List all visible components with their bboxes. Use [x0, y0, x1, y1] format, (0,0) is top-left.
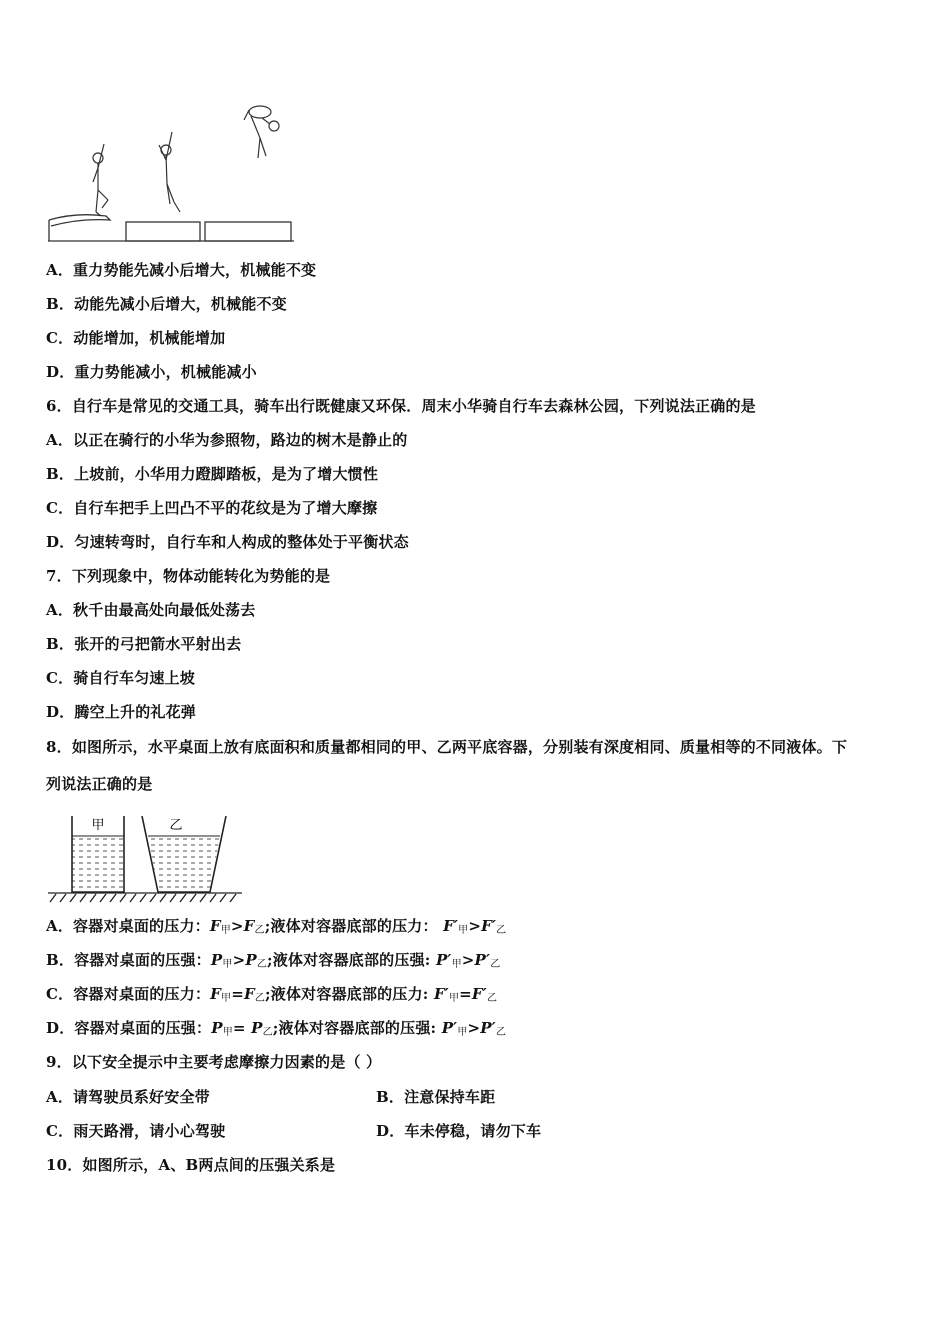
- diver-jump-icon: [159, 132, 180, 212]
- q5-option-a: A．重力势能先减小后增大，机械能不变: [46, 261, 317, 279]
- q9-option-b: B．注意保持车距: [376, 1088, 496, 1106]
- q5-option-d: D．重力势能减小，机械能减小: [46, 363, 257, 381]
- table-surface-icon: [48, 893, 242, 902]
- diver-dive-icon: [244, 106, 279, 158]
- q6-option-c: C．自行车把手上凹凸不平的花纹是为了增大摩擦: [46, 499, 378, 517]
- container-figure: [46, 812, 246, 904]
- q8-stem-line2: 列说法正确的是: [46, 775, 153, 793]
- label-jia: 甲: [91, 818, 105, 833]
- diving-figure: [46, 100, 296, 245]
- q7-option-c: C．骑自行车匀速上坡: [46, 669, 195, 687]
- q8-stem-line1: 8．如图所示，水平桌面上放有底面积和质量都相同的甲、乙两平底容器，分别装有深度相同、质量相等的不同液体。下: [46, 738, 848, 756]
- q9-stem: 9．以下安全提示中主要考虑摩擦力因素的是（ ）: [46, 1053, 382, 1071]
- q8-option-d: D．容器对桌面的压强：$P_甲= P_乙$;液体对容器底部的压强: $P'_甲>P'_乙$: [46, 1019, 507, 1038]
- q7-option-d: D．腾空上升的礼花弹: [46, 703, 197, 721]
- q5-option-b: B．动能先减小后增大，机械能不变: [46, 295, 287, 313]
- q8-option-c: C．容器对桌面的压力：$F_甲=F_乙$;液体对容器底部的压力: $F'_甲=F'_乙$: [46, 985, 498, 1004]
- q6-stem: 6．自行车是常见的交通工具，骑车出行既健康又环保．周末小华骑自行车去森林公园，下列说法正确的是: [46, 397, 756, 415]
- q8-option-b: B．容器对桌面的压强：$P_甲>P_乙$;液体对容器底部的压强: $P'_甲>P'_乙$: [46, 951, 501, 970]
- q6-option-b: B．上坡前，小华用力蹬脚踏板，是为了增大惯性: [46, 465, 379, 483]
- q9-option-d: D．车未停稳，请勿下车: [376, 1122, 542, 1140]
- q9-option-a: A．请驾驶员系好安全带: [46, 1088, 210, 1106]
- q9-option-c: C．雨天路滑，请小心驾驶: [46, 1122, 226, 1140]
- q8-option-a: A．容器对桌面的压力：$F_甲>F_乙$;液体对容器底部的压力： $F'_甲>F'_乙$: [46, 917, 507, 936]
- q7-option-b: B．张开的弓把箭水平射出去: [46, 635, 242, 653]
- diver-run-icon: [93, 144, 108, 216]
- label-yi: 乙: [169, 818, 183, 833]
- q10-stem: 10．如图所示，A、B两点间的压强关系是: [46, 1156, 336, 1174]
- q5-option-c: C．动能增加，机械能增加: [46, 329, 226, 347]
- q7-option-a: A．秋千由最高处向最低处荡去: [46, 601, 256, 619]
- q6-option-a: A．以正在骑行的小华为参照物，路边的树木是静止的: [46, 431, 408, 449]
- container-yi-icon: [142, 816, 226, 892]
- q7-stem: 7．下列现象中，物体动能转化为势能的是: [46, 567, 331, 585]
- q6-option-d: D．匀速转弯时，自行车和人构成的整体处于平衡状态: [46, 533, 409, 551]
- diving-board-icon: [48, 215, 294, 241]
